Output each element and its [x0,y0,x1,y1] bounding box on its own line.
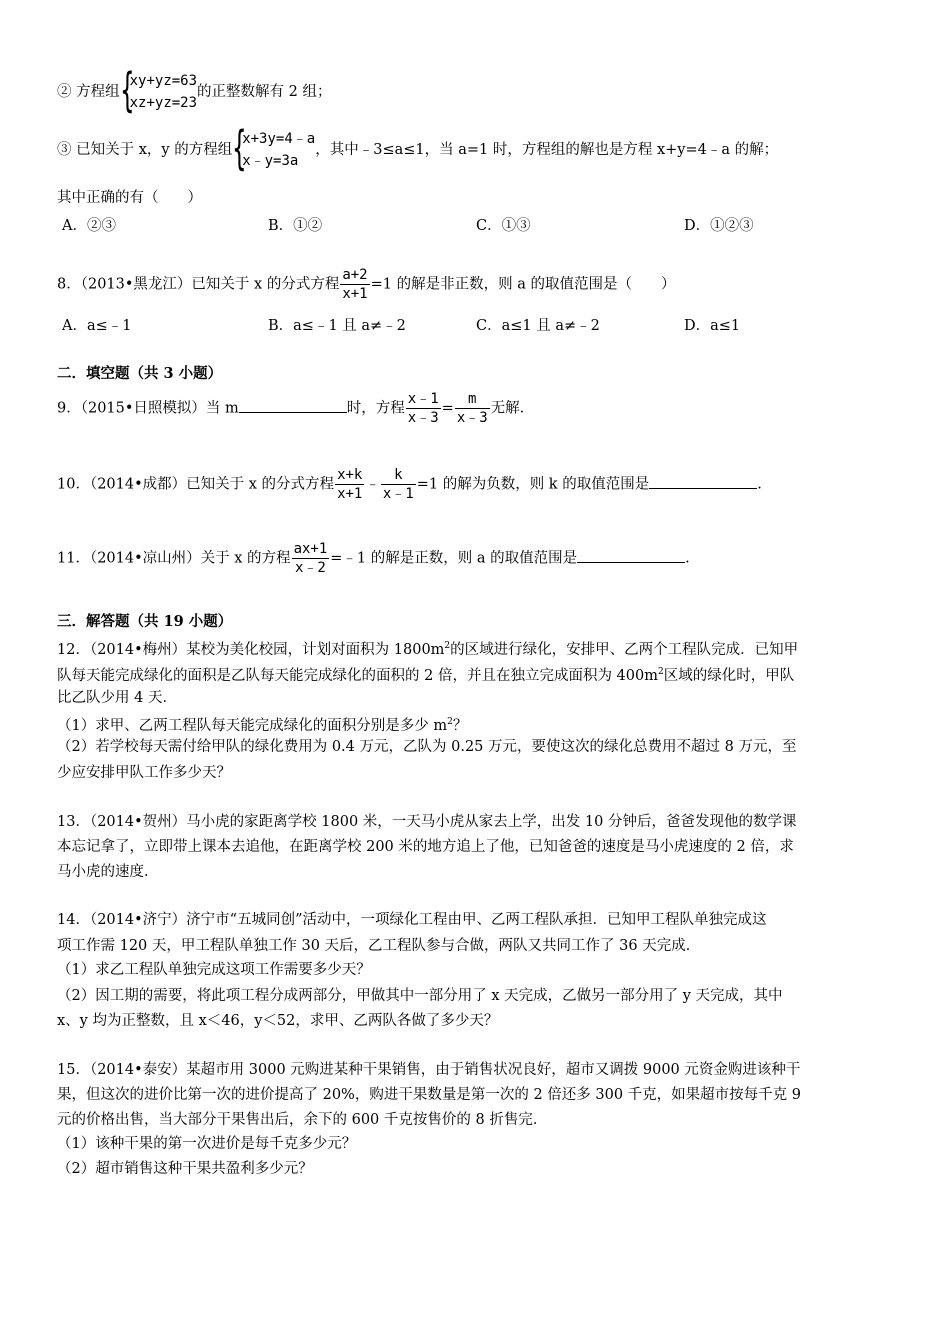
section-answer-heading: 三．解答题（共 19 小题） [57,613,233,630]
superscript: 2 [447,717,453,727]
numerator: x+k [337,467,363,483]
q12-line-3: 比乙队少用 4 天． [57,690,177,706]
q10-fraction-2 [381,466,416,503]
q7-option-c[interactable]: C．①③ [476,218,531,234]
text: 的区域进行绿化，安排甲、乙两个工程队完成．已知甲 [450,641,799,658]
equation-system: { x+3y=4﹣a x﹣y=3a [232,121,316,175]
q13-line-3: 马小虎的速度． [57,864,159,880]
numerator: k [381,466,416,485]
numerator: x﹣1 [407,391,439,407]
equals-sign: = [441,400,454,417]
equation-1: x+3y=4﹣a [242,131,316,147]
text: 区域的绿化时，甲队 [663,667,795,684]
q7-option-b[interactable]: B．①② [268,218,323,234]
q15-line-1: 15．（2014•泰安）某超市用 3000 元购进某种干果销售，由于销售状况良好，超市又调拨 9000 元资金购进该种干 [57,1062,801,1078]
equation-1: xy+yz=63 [129,73,198,89]
q8-tail: =1 的解是非正数，则 a 的取值范围是（ ） [370,276,676,293]
q14-line-1: 14．（2014•济宁）济宁市“五城同创”活动中，一项绿化工程由甲、乙两工程队承担．已知甲工程队单独完成这 [57,912,767,928]
q7-prompt: 其中正确的有（ ） [57,190,202,206]
q12-line-5: （2）若学校每天需付给甲队的绿化费用为 0.4 万元，乙队为 0.25 万元，要使这次的绿化总费用不超过 8 万元，至 [57,739,797,755]
q12-line-2 [57,662,794,686]
q8-option-a[interactable]: A．a≤﹣1 [62,318,132,334]
q14-line-4: （2）因工期的需要，将此项工程分成两部分，甲做其中一部分用了 x 天完成，乙做另一部分用了 y 天完成，其中 [57,988,783,1004]
q15-line-5: （2）超市销售这种干果共盈利多少元？ [57,1161,313,1177]
answer-blank[interactable] [649,474,757,489]
question-9 [57,390,524,427]
q11-text: 11．（2014•凉山州）关于 x 的方程 [57,550,291,567]
q13-line-1: 13．（2014•贺州）马小虎的家距离学校 1800 米，一天马小虎从家去上学，出发 10 分钟后，爸爸发现他的数学课 [57,814,797,830]
denominator: x﹣3 [456,410,488,426]
superscript: 2 [444,641,451,651]
equation-system: { xy+yz=63 xz+yz=23 [119,63,198,117]
text: 12．（2014•梅州）某校为美化校园，计划对面积为 1800m [57,641,445,658]
section-fill-in-heading: 二．填空题（共 3 小题） [57,365,223,382]
denominator: x﹣3 [407,410,439,426]
minus-sign: ﹣ [365,476,380,493]
question-10 [57,466,762,503]
q8-option-d[interactable]: D．a≤1 [684,318,741,334]
answer-blank[interactable] [239,398,347,413]
answer-blank[interactable] [577,548,685,563]
q14-line-3: （1）求乙工程队单独完成这项工作需要多少天？ [57,962,371,978]
statement-3-lead: ③ 已知关于 x，y 的方程组 [57,142,233,158]
q14-line-5: x、y 均为正整数，且 x＜46，y＜52，求甲、乙两队各做了多少天？ [57,1013,499,1029]
q10-fraction-1 [335,466,364,503]
numerator: m [455,390,490,409]
q9-fraction-2 [455,390,490,427]
q15-line-3: 元的价格出售，当大部分干果售出后，余下的 600 千克按售价的 8 折售完． [57,1112,548,1128]
q12-line-4 [57,712,467,736]
q12-line-6: 少应安排甲队工作多少天？ [57,765,231,781]
superscript: 2 [657,667,664,677]
q14-line-2: 项工作需 120 天，甲工程队单独工作 30 天后，乙工程队参与合做，两队又共同工作了 36 天完成． [57,938,701,954]
q9-mid: 时，方程 [346,400,405,417]
q8-fraction [340,266,369,303]
question-8 [57,266,675,303]
q7-option-d[interactable]: D．①②③ [684,218,754,234]
q9-fraction-1 [406,390,441,427]
equation-2: xz+yz=23 [129,95,198,111]
q11-fraction [292,540,330,577]
text: （1）求甲、乙两工程队每天能完成绿化的面积分别是多少 m [57,717,448,734]
statement-3 [57,121,779,175]
statement-3-tail: ，其中﹣3≤a≤1，当 a=1 时，方程组的解也是方程 x+y=4﹣a 的解； [315,142,779,158]
q8-option-c[interactable]: C．a≤1 且 a≠﹣2 [476,318,600,334]
q12-line-1 [57,636,798,660]
denominator: x﹣1 [382,486,414,502]
statement-2-tail: 的正整数解有 2 组； [197,84,332,100]
q11-tail: =﹣1 的解是正数，则 a 的取值范围是 [330,550,578,567]
q10-text: 10．（2014•成都）已知关于 x 的分式方程 [57,476,335,493]
denominator: x+1 [342,286,368,302]
q7-option-a[interactable]: A．②③ [62,218,116,234]
numerator: a+2 [342,267,368,283]
question-11 [57,540,690,577]
q8-text: 8．（2013•黑龙江）已知关于 x 的分式方程 [57,276,340,293]
text: ？ [452,717,468,734]
numerator: ax+1 [293,541,328,557]
q13-line-2: 本忘记拿了，立即带上课本去追他，在距离学校 200 米的地方追上了他，已知爸爸的速度是马小虎速度的 2 倍，求 [57,839,794,855]
statement-2 [57,63,332,117]
period: . [685,550,690,567]
text: 队每天能完成绿化的面积是乙队每天能完成绿化的面积的 2 倍，并且在独立完成面积为 400m [57,667,658,684]
statement-2-lead: ② 方程组 [57,84,120,100]
equation-2: x﹣y=3a [242,153,299,169]
q15-line-2: 果，但这次的进价比第一次的进价提高了 20%，购进干果数量是第一次的 2 倍还多 300 千克，如果超市按每千克 9 [57,1087,802,1103]
q8-option-b[interactable]: B．a≤﹣1 且 a≠﹣2 [268,318,406,334]
q10-tail: =1 的解为负数，则 k 的取值范围是 [416,476,650,493]
q9-tail: 无解. [490,400,525,417]
q9-text: 9．（2015•日照模拟）当 m [57,400,239,417]
period: . [757,476,762,493]
denominator: x﹣2 [294,560,326,576]
q15-line-4: （1）该种干果的第一次进价是每千克多少元？ [57,1136,357,1152]
denominator: x+1 [337,486,363,502]
